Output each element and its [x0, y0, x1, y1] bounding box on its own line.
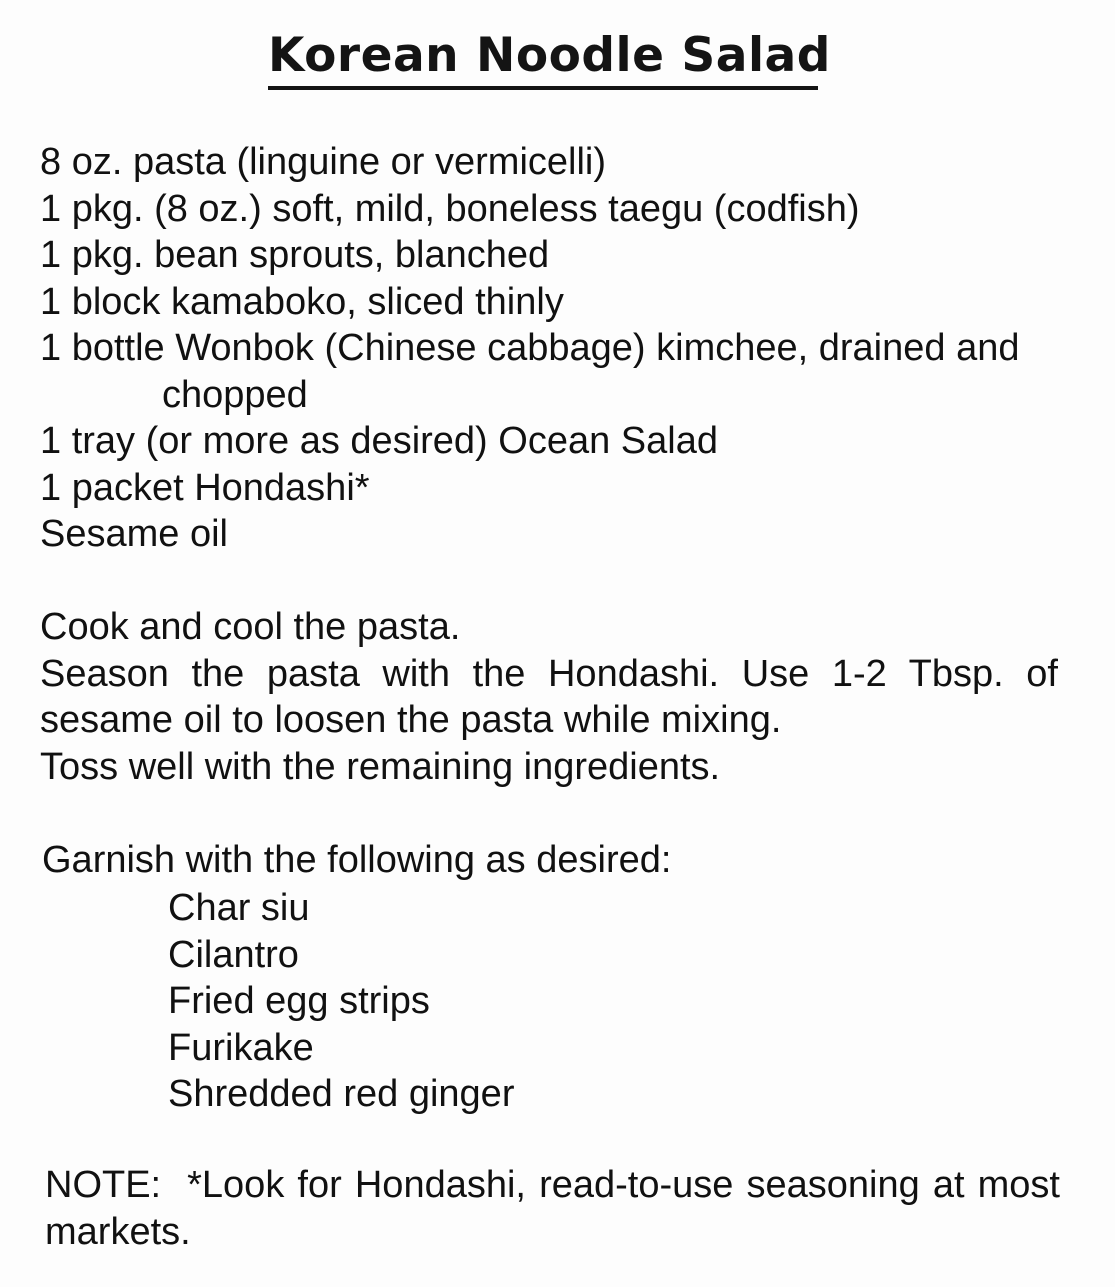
garnish-heading: Garnish with the following as desired: — [42, 839, 672, 881]
note-line — [45, 1162, 1060, 1209]
instruction-line: sesame oil to loosen the pasta while mixing. — [40, 699, 782, 741]
ingredient-item: 8 oz. pasta (linguine or vermicelli) — [40, 141, 607, 183]
garnish-item: Shredded red ginger — [168, 1073, 515, 1115]
garnish-item: Cilantro — [168, 933, 299, 976]
ingredient-item: Sesame oil — [40, 513, 228, 555]
instruction-line: Cook and cool the pasta. — [40, 606, 461, 648]
instructions — [40, 604, 1058, 790]
note — [45, 1162, 1060, 1255]
note-label: NOTE: — [45, 1164, 162, 1206]
instruction-line: Season the pasta with the Hondashi. Use 1-2 Tbsp. of — [40, 652, 1058, 695]
ingredient-item: 1 pkg. bean sprouts, blanched — [40, 234, 550, 276]
ingredient-list — [40, 139, 1019, 558]
ingredient-item: 1 block kamaboko, sliced thinly — [40, 280, 564, 323]
ingredient-item: 1 pkg. (8 oz.) soft, mild, boneless taegu (codfish) — [40, 187, 860, 230]
note-line: markets. — [45, 1210, 191, 1253]
garnish-item: Fried egg strips — [168, 980, 430, 1022]
garnish-item: Char siu — [168, 887, 310, 929]
garnish-list — [168, 885, 514, 1118]
ingredient-item: 1 packet Hondashi* — [40, 466, 370, 509]
ingredient-item-continuation: chopped — [162, 373, 308, 416]
ingredient-item: 1 bottle Wonbok (Chinese cabbage) kimchee, drained and — [40, 327, 1020, 369]
garnish-item: Furikake — [168, 1026, 314, 1069]
ingredient-item: 1 tray (or more as desired) Ocean Salad — [40, 420, 718, 462]
recipe-title: Korean Noodle Salad — [268, 26, 818, 90]
instruction-line: Toss well with the remaining ingredients. — [40, 745, 721, 788]
note-text: *Look for Hondashi, read-to-use seasoning at most — [187, 1164, 1060, 1206]
